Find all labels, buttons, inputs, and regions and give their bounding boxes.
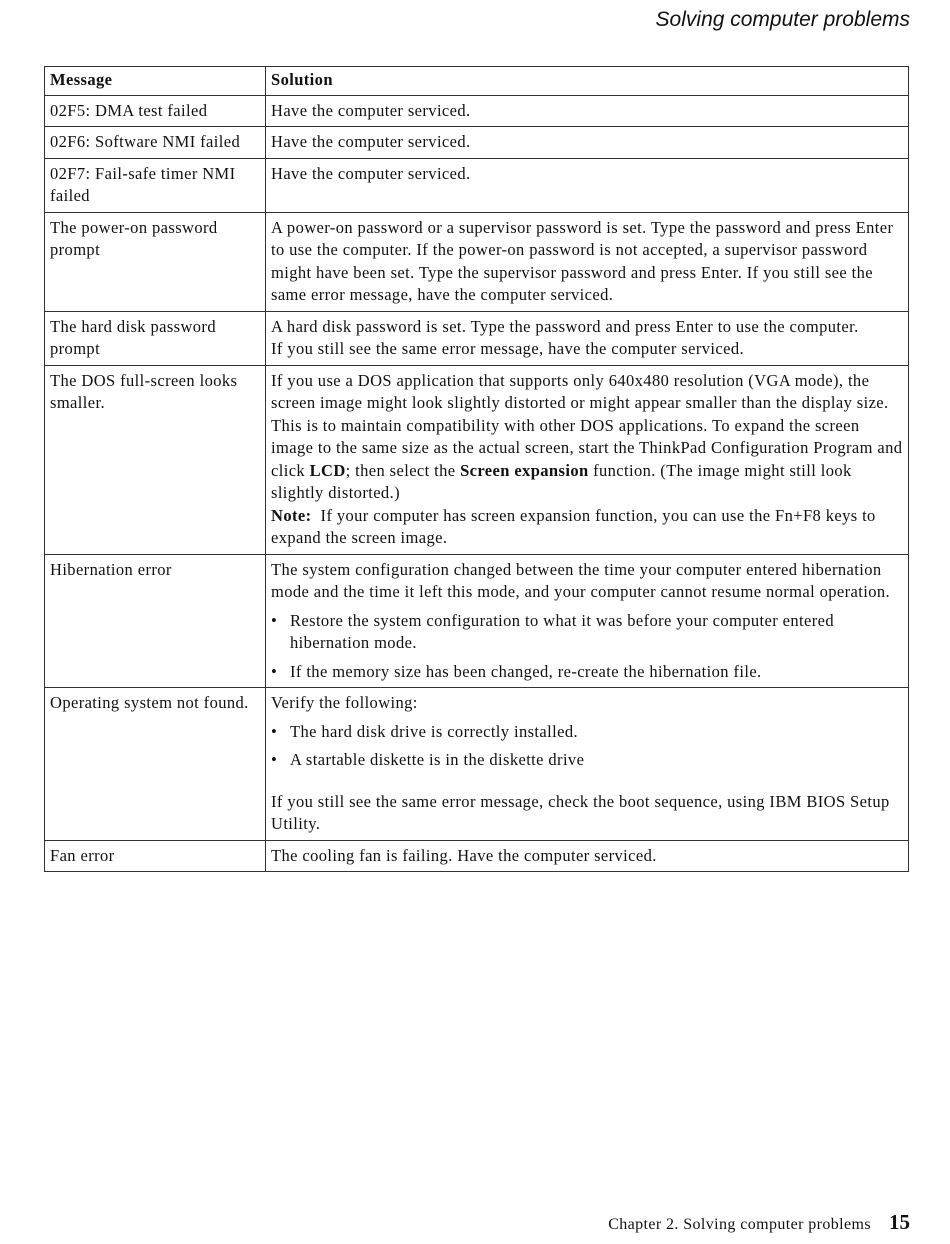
list-item-text: If the memory size has been changed, re-create the hibernation file. [290, 661, 762, 681]
solution-cell [266, 554, 909, 688]
table-row [45, 158, 909, 212]
solution-text: A hard disk password is set. Type the password and press Enter to use the computer. [271, 316, 859, 336]
table-row [45, 311, 909, 365]
error-message-table [44, 66, 909, 872]
solution-cell [266, 840, 909, 872]
table-row [45, 365, 909, 554]
solution-text [271, 370, 903, 505]
running-header: Solving computer problems [655, 8, 910, 31]
message-cell: Fan error [45, 840, 266, 872]
table-row [45, 212, 909, 311]
page-number: 15 [889, 1210, 910, 1234]
table-row [45, 840, 909, 872]
solution-text: If you still see the same error message, check the boot sequence, using IBM BIOS Setup Utility. [271, 791, 890, 833]
bullet-icon: • [271, 750, 278, 769]
solution-cell [266, 158, 909, 212]
solution-text: The system configuration changed between the time your computer entered hibernation mode and the time it left this mode, and your computer cannot resume normal operation. [271, 559, 891, 601]
solution-text-part: If you use a DOS application that supports only 640x480 resolution (VGA mode), the screen image might look slightly distorted or might appear smaller than the display size. This is to maintain compatibility with other DOS applications. To expand the screen image to the same size as the actual screen, start the ThinkPad Configuration Program and click [271, 370, 903, 480]
list-item [271, 749, 903, 772]
screen-expansion-term: Screen expansion [460, 460, 589, 480]
lcd-term: LCD [309, 460, 346, 480]
list-item-text: The hard disk drive is correctly installed. [290, 721, 578, 741]
solution-text-part: function. (The image might still look slightly distorted.) [271, 460, 852, 502]
solution-cell [266, 95, 909, 127]
table-row [45, 554, 909, 688]
bullet-list [271, 610, 903, 684]
message-cell: Hibernation error [45, 554, 266, 688]
list-item [271, 661, 903, 684]
note-label: Note: [271, 505, 312, 525]
message-cell: The hard disk password prompt [45, 311, 266, 365]
solution-text: Verify the following: [271, 693, 418, 712]
solution-text: Have the computer serviced. [271, 132, 471, 151]
bullet-icon: • [271, 661, 278, 681]
message-cell: 02F7: Fail-safe timer NMI failed [45, 158, 266, 212]
list-item-text: Restore the system configuration to what it was before your computer entered hibernation mode. [290, 610, 835, 652]
solution-text: The cooling fan is failing. Have the computer serviced. [271, 845, 657, 865]
message-cell: Operating system not found. [45, 688, 266, 841]
list-item [271, 721, 903, 744]
solution-cell [266, 311, 909, 365]
message-cell: The DOS full-screen looks smaller. [45, 365, 266, 554]
solution-text: A power-on password or a supervisor password is set. Type the password and press Enter to use the computer. If the power-on password is not accepted, a supervisor password might have been set. Type the supervisor password and press Enter. If you still see the same error message, have the computer serviced. [271, 217, 894, 304]
solution-cell [266, 365, 909, 554]
page-footer [608, 1210, 910, 1235]
footer-chapter: Chapter 2. Solving computer problems [608, 1216, 871, 1233]
bullet-list [271, 721, 903, 772]
table-row [45, 127, 909, 159]
solution-text-part: ; then select the [345, 460, 461, 480]
solution-cell [266, 688, 909, 841]
solution-text: If you still see the same error message, have the computer serviced. [271, 339, 744, 358]
column-header-message: Message [45, 67, 266, 96]
message-cell: 02F5: DMA test failed [45, 95, 266, 127]
column-header-solution: Solution [266, 67, 909, 96]
list-item-text: A startable diskette is in the diskette drive [290, 750, 585, 769]
note-text: If your computer has screen expansion function, you can use the Fn+F8 keys to expand the screen image. [271, 505, 876, 547]
message-cell: The power-on password prompt [45, 212, 266, 311]
solution-text: Have the computer serviced. [271, 100, 471, 120]
list-item [271, 610, 903, 655]
message-cell: 02F6: Software NMI failed [45, 127, 266, 159]
bullet-icon: • [271, 721, 278, 741]
table-header-row [45, 67, 909, 96]
bullet-icon: • [271, 610, 278, 630]
solution-text: Have the computer serviced. [271, 163, 471, 183]
solution-cell [266, 212, 909, 311]
note [271, 505, 903, 550]
table-row [45, 688, 909, 841]
solution-cell [266, 127, 909, 159]
table-row [45, 95, 909, 127]
